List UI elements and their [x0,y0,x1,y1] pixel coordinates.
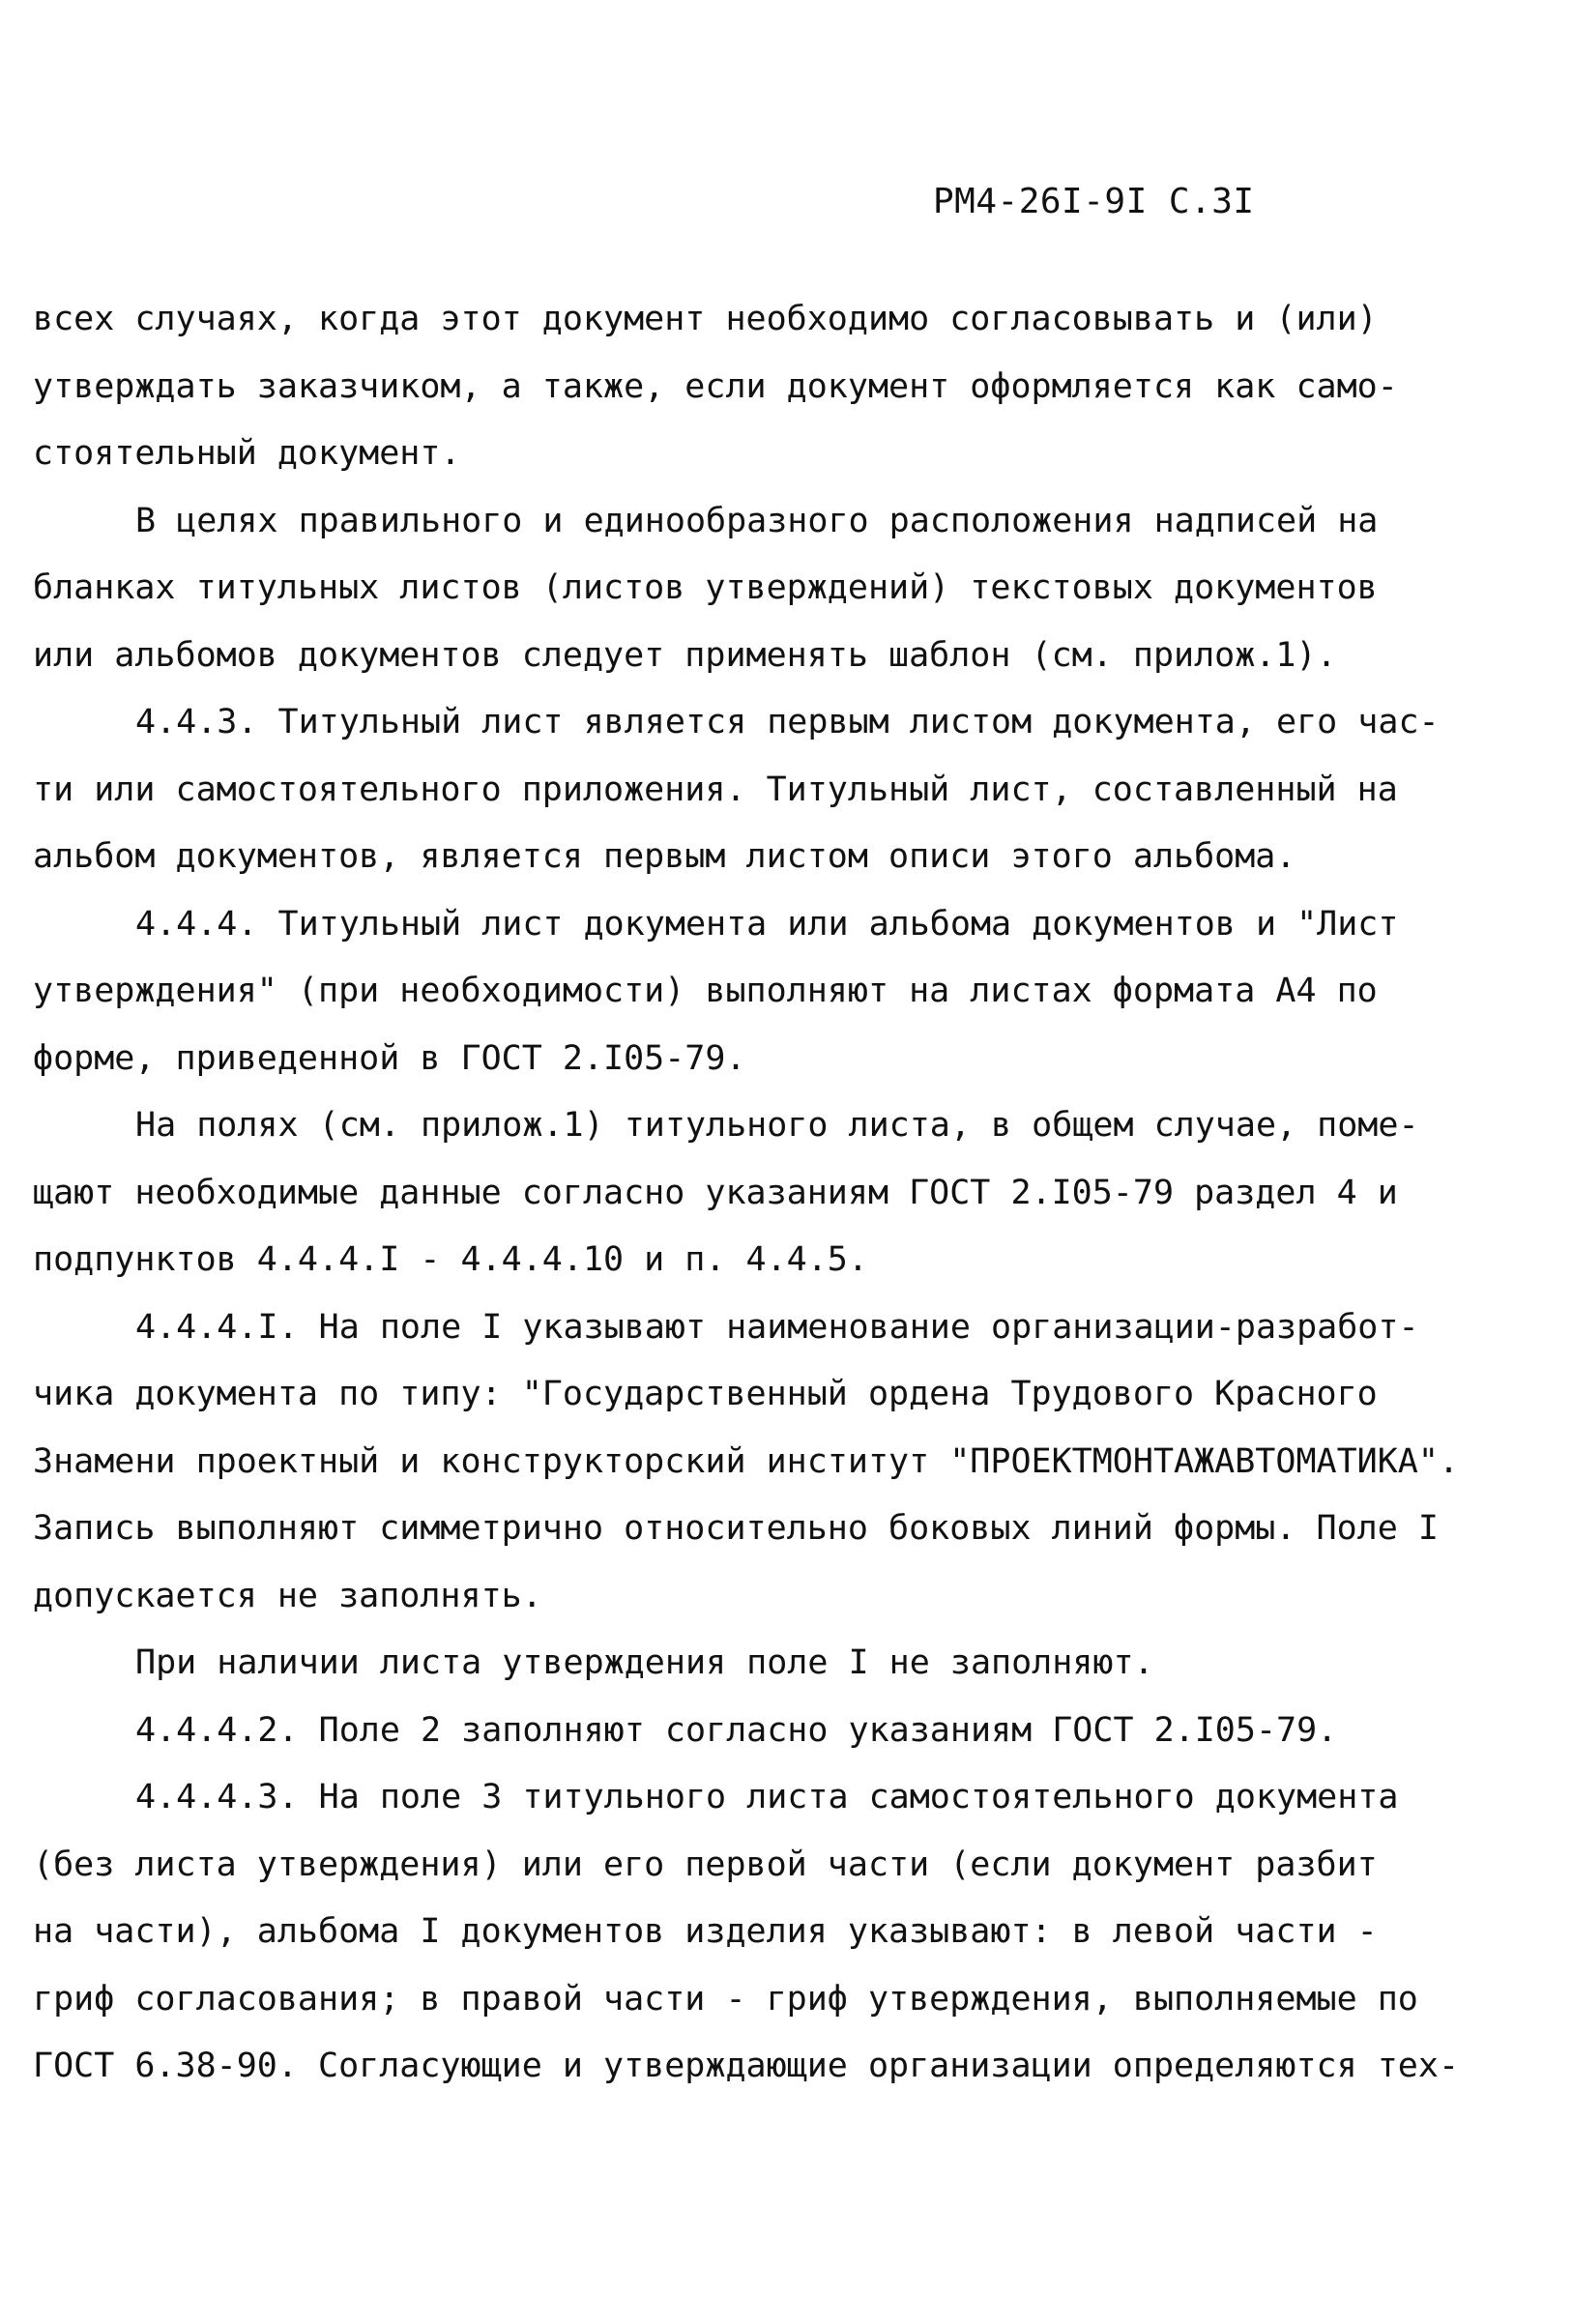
text-line: ГОСТ 6.38-90. Согласующие и утверждающие организации определяются тех- [33,2047,1460,2085]
text-line: бланках титульных листов (листов утверждений) текстовых документов [33,568,1378,607]
text-line: Знамени проектный и конструкторский институт "ПРОЕКТМОНТАЖАВТОМАТИКА". [33,1441,1460,1481]
document-body [33,286,1493,2101]
text-line: стоятельный документ. [33,434,461,473]
text-line: альбом документов, является первым листом описи этого альбома. [33,837,1296,876]
text-line: ти или самостоятельного приложения. Титульный лист, составленный на [33,770,1398,809]
text-line: 4.4.4.I. На поле I указывают наименование организации-разработ- [135,1307,1419,1347]
text-line: гриф согласования; в правой части - гриф утверждения, выполняемые по [33,1979,1418,2019]
text-line: В целях правильного и единообразного расположения надписей на [135,501,1379,540]
text-line: Запись выполняют симметрично относительно боковых линий формы. Поле I [33,1509,1439,1548]
text-line: утверждения" (при необходимости) выполняют на листах формата А4 по [33,972,1378,1010]
text-line: всех случаях, когда этот документ необходимо согласовывать и (или) [33,300,1378,338]
text-line: подпунктов 4.4.4.I - 4.4.4.10 и п. 4.4.5. [33,1240,868,1279]
text-line: форме, приведенной в ГОСТ 2.I05-79. [33,1038,746,1078]
text-line: утверждать заказчиком, а также, если документ оформляется как само- [33,366,1398,406]
text-line: 4.4.3. Титульный лист является первым листом документа, его час- [135,703,1440,741]
text-line: или альбомов документов следует применять шаблон (см. прилож.1). [33,635,1337,675]
text-line: На полях (см. прилож.1) титульного листа, в общем случае, поме- [135,1106,1419,1145]
text-line: 4.4.4. Титульный лист документа или альбома документов и "Лист [135,904,1399,944]
text-line: на части), альбома I документов изделия указывают: в левой части - [33,1912,1378,1951]
text-line: 4.4.4.2. Поле 2 заполняют согласно указаниям ГОСТ 2.I05-79. [135,1710,1338,1750]
page-header-code: РМ4-26I-9I С.3I [933,182,1255,221]
text-line: щают необходимые данные согласно указаниям ГОСТ 2.I05-79 раздел 4 и [33,1173,1398,1212]
text-line: допускается не заполнять. [33,1576,542,1615]
text-line: 4.4.4.3. На поле 3 титульного листа самостоятельного документа [135,1778,1399,1816]
text-line: (без листа утверждения) или его первой части (если документ разбит [33,1845,1378,1884]
text-line: При наличии листа утверждения поле I не заполняют. [135,1643,1154,1682]
text-line: чика документа по типу: "Государственный ордена Трудового Красного [33,1375,1378,1413]
